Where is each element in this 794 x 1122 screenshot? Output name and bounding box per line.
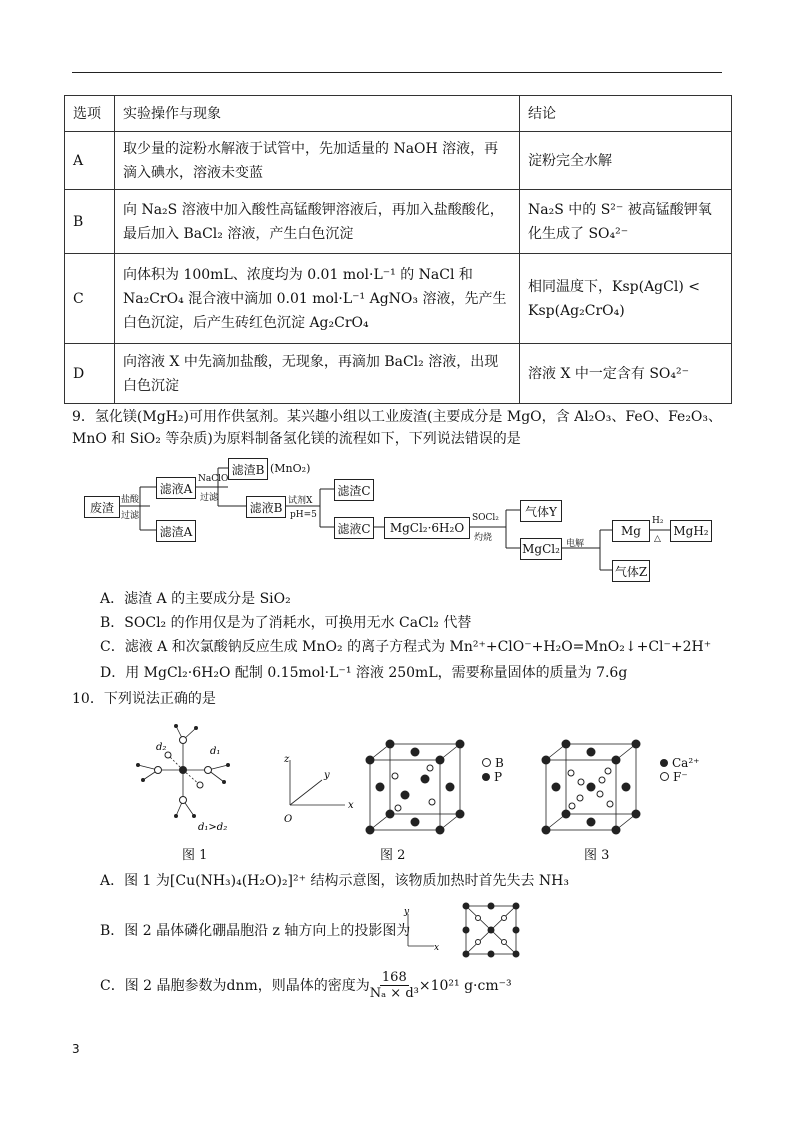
figure-3-legend: Ca²⁺ F⁻ — [660, 756, 699, 784]
mg-box: Mg — [612, 520, 650, 542]
figure-1-caption: 图 1 — [182, 848, 208, 863]
q9-option-b: B．SOCl₂ 的作用仅是为了消耗水，可换用无水 CaCl₂ 代替 — [100, 615, 472, 631]
mgcl2-box: MgCl₂ — [520, 538, 562, 560]
header-conclusion: 结论 — [520, 96, 732, 132]
svg-text:z: z — [284, 754, 290, 765]
header-operation: 实验操作与现象 — [115, 96, 520, 132]
salt-box: MgCl₂·6H₂O — [384, 517, 470, 539]
svg-text:d₂: d₂ — [156, 742, 167, 753]
figure-2-axes — [280, 750, 360, 830]
svg-text:O: O — [284, 814, 293, 825]
q9-option-a: A．滤渣 A 的主要成分是 SiO₂ — [100, 591, 291, 607]
gas-z-box: 气体Z — [612, 560, 650, 582]
table-row: B 向 Na₂S 溶液中加入酸性高锰酸钾溶液后，再加入盐酸酸化，最后加入 BaCl₂ 溶液，产生白色沉淀 Na₂S 中的 S²⁻ 被高锰酸钾氧化生成了 SO₄²⁻ — [65, 190, 732, 254]
svg-text:x: x — [348, 800, 354, 811]
question-9-stem: 9．氢化镁(MgH₂)可用作供氢剂。某兴趣小组以工业废渣(主要成分是 MgO，含 Al₂O₃、FeO、Fe₂O₃、MnO 和 SiO₂ 等杂质)为原料制备氢化镁的流程如下，下列说法错误的是 — [72, 409, 723, 447]
figure-3-cell — [536, 738, 656, 838]
q9-option-d: D．用 MgCl₂·6H₂O 配制 0.15mol·L⁻¹ 溶液 250mL，需要称量固体的质量为 7.6g — [100, 665, 628, 681]
page-number: 3 — [72, 1042, 80, 1056]
mgh2-box: MgH₂ — [670, 520, 712, 542]
projection-axes — [400, 906, 440, 952]
header-option: 选项 — [65, 96, 115, 132]
q10-option-b: B．图 2 晶体磷化硼晶胞沿 z 轴方向上的投影图为 — [100, 923, 411, 939]
residue-b-box: 滤渣B — [228, 458, 268, 480]
gas-y-box: 气体Y — [520, 500, 562, 522]
svg-text:d₁: d₁ — [210, 746, 221, 757]
svg-text:d₁>d₂: d₁>d₂ — [198, 822, 228, 833]
svg-text:x: x — [434, 943, 440, 952]
table-row: C 向体积为 100mL、浓度均为 0.01 mol·L⁻¹ 的 NaCl 和 Na₂CrO₄ 混合液中滴加 0.01 mol·L⁻¹ AgNO₃ 溶液，先产生白色沉淀，后产生砖红色沉淀 Ag₂CrO₄ 相同温度下，Ksp(AgCl) < Ksp(Ag₂CrO₄) — [65, 254, 732, 344]
filtrate-a-box: 滤液A — [156, 477, 196, 499]
filtrate-c-box: 滤液C — [334, 517, 374, 539]
figure-2-caption: 图 2 — [380, 848, 406, 863]
table-row: D 向溶液 X 中先滴加盐酸，无现象，再滴加 BaCl₂ 溶液，出现白色沉淀 溶液 X 中一定含有 SO₄²⁻ — [65, 344, 732, 404]
figure-2-legend: B P — [482, 756, 504, 784]
figure-2-cell — [360, 738, 480, 838]
filtrate-b-box: 滤液B — [246, 496, 286, 518]
density-fraction: $\frac{168}{\text{Nₐ × d³}}$ — [369, 970, 419, 1001]
q10-option-a: A．图 1 为[Cu(NH₃)₄(H₂O)₂]²⁺ 结构示意图，该物质加热时首先失去 NH₃ — [100, 873, 569, 889]
projection-diagram — [460, 900, 522, 960]
table-row: A 取少量的淀粉水解液于试管中，先加适量的 NaOH 溶液，再滴入碘水，溶液未变蓝 淀粉完全水解 — [65, 132, 732, 190]
question-10-stem: 10．下列说法正确的是 — [72, 691, 216, 707]
q9-option-c: C．滤液 A 和次氯酸钠反应生成 MnO₂ 的离子方程式为 Mn²⁺+ClO⁻+H₂O=MnO₂↓+Cl⁻+2H⁺ — [100, 639, 712, 655]
figure-1-complex — [128, 720, 248, 840]
svg-text:y: y — [404, 907, 410, 917]
residue-a-box: 滤渣A — [156, 520, 196, 542]
residue-c-box: 滤渣C — [334, 479, 374, 501]
svg-text:y: y — [324, 770, 330, 781]
figure-3-caption: 图 3 — [584, 848, 610, 863]
waste-box: 废渣 — [84, 496, 120, 518]
q10-option-c: C．图 2 晶胞参数为dnm，则晶体的密度为 $\frac{168}{\text{Nₐ × d³}}$ ×10²¹ g·cm⁻³ — [100, 970, 512, 1001]
